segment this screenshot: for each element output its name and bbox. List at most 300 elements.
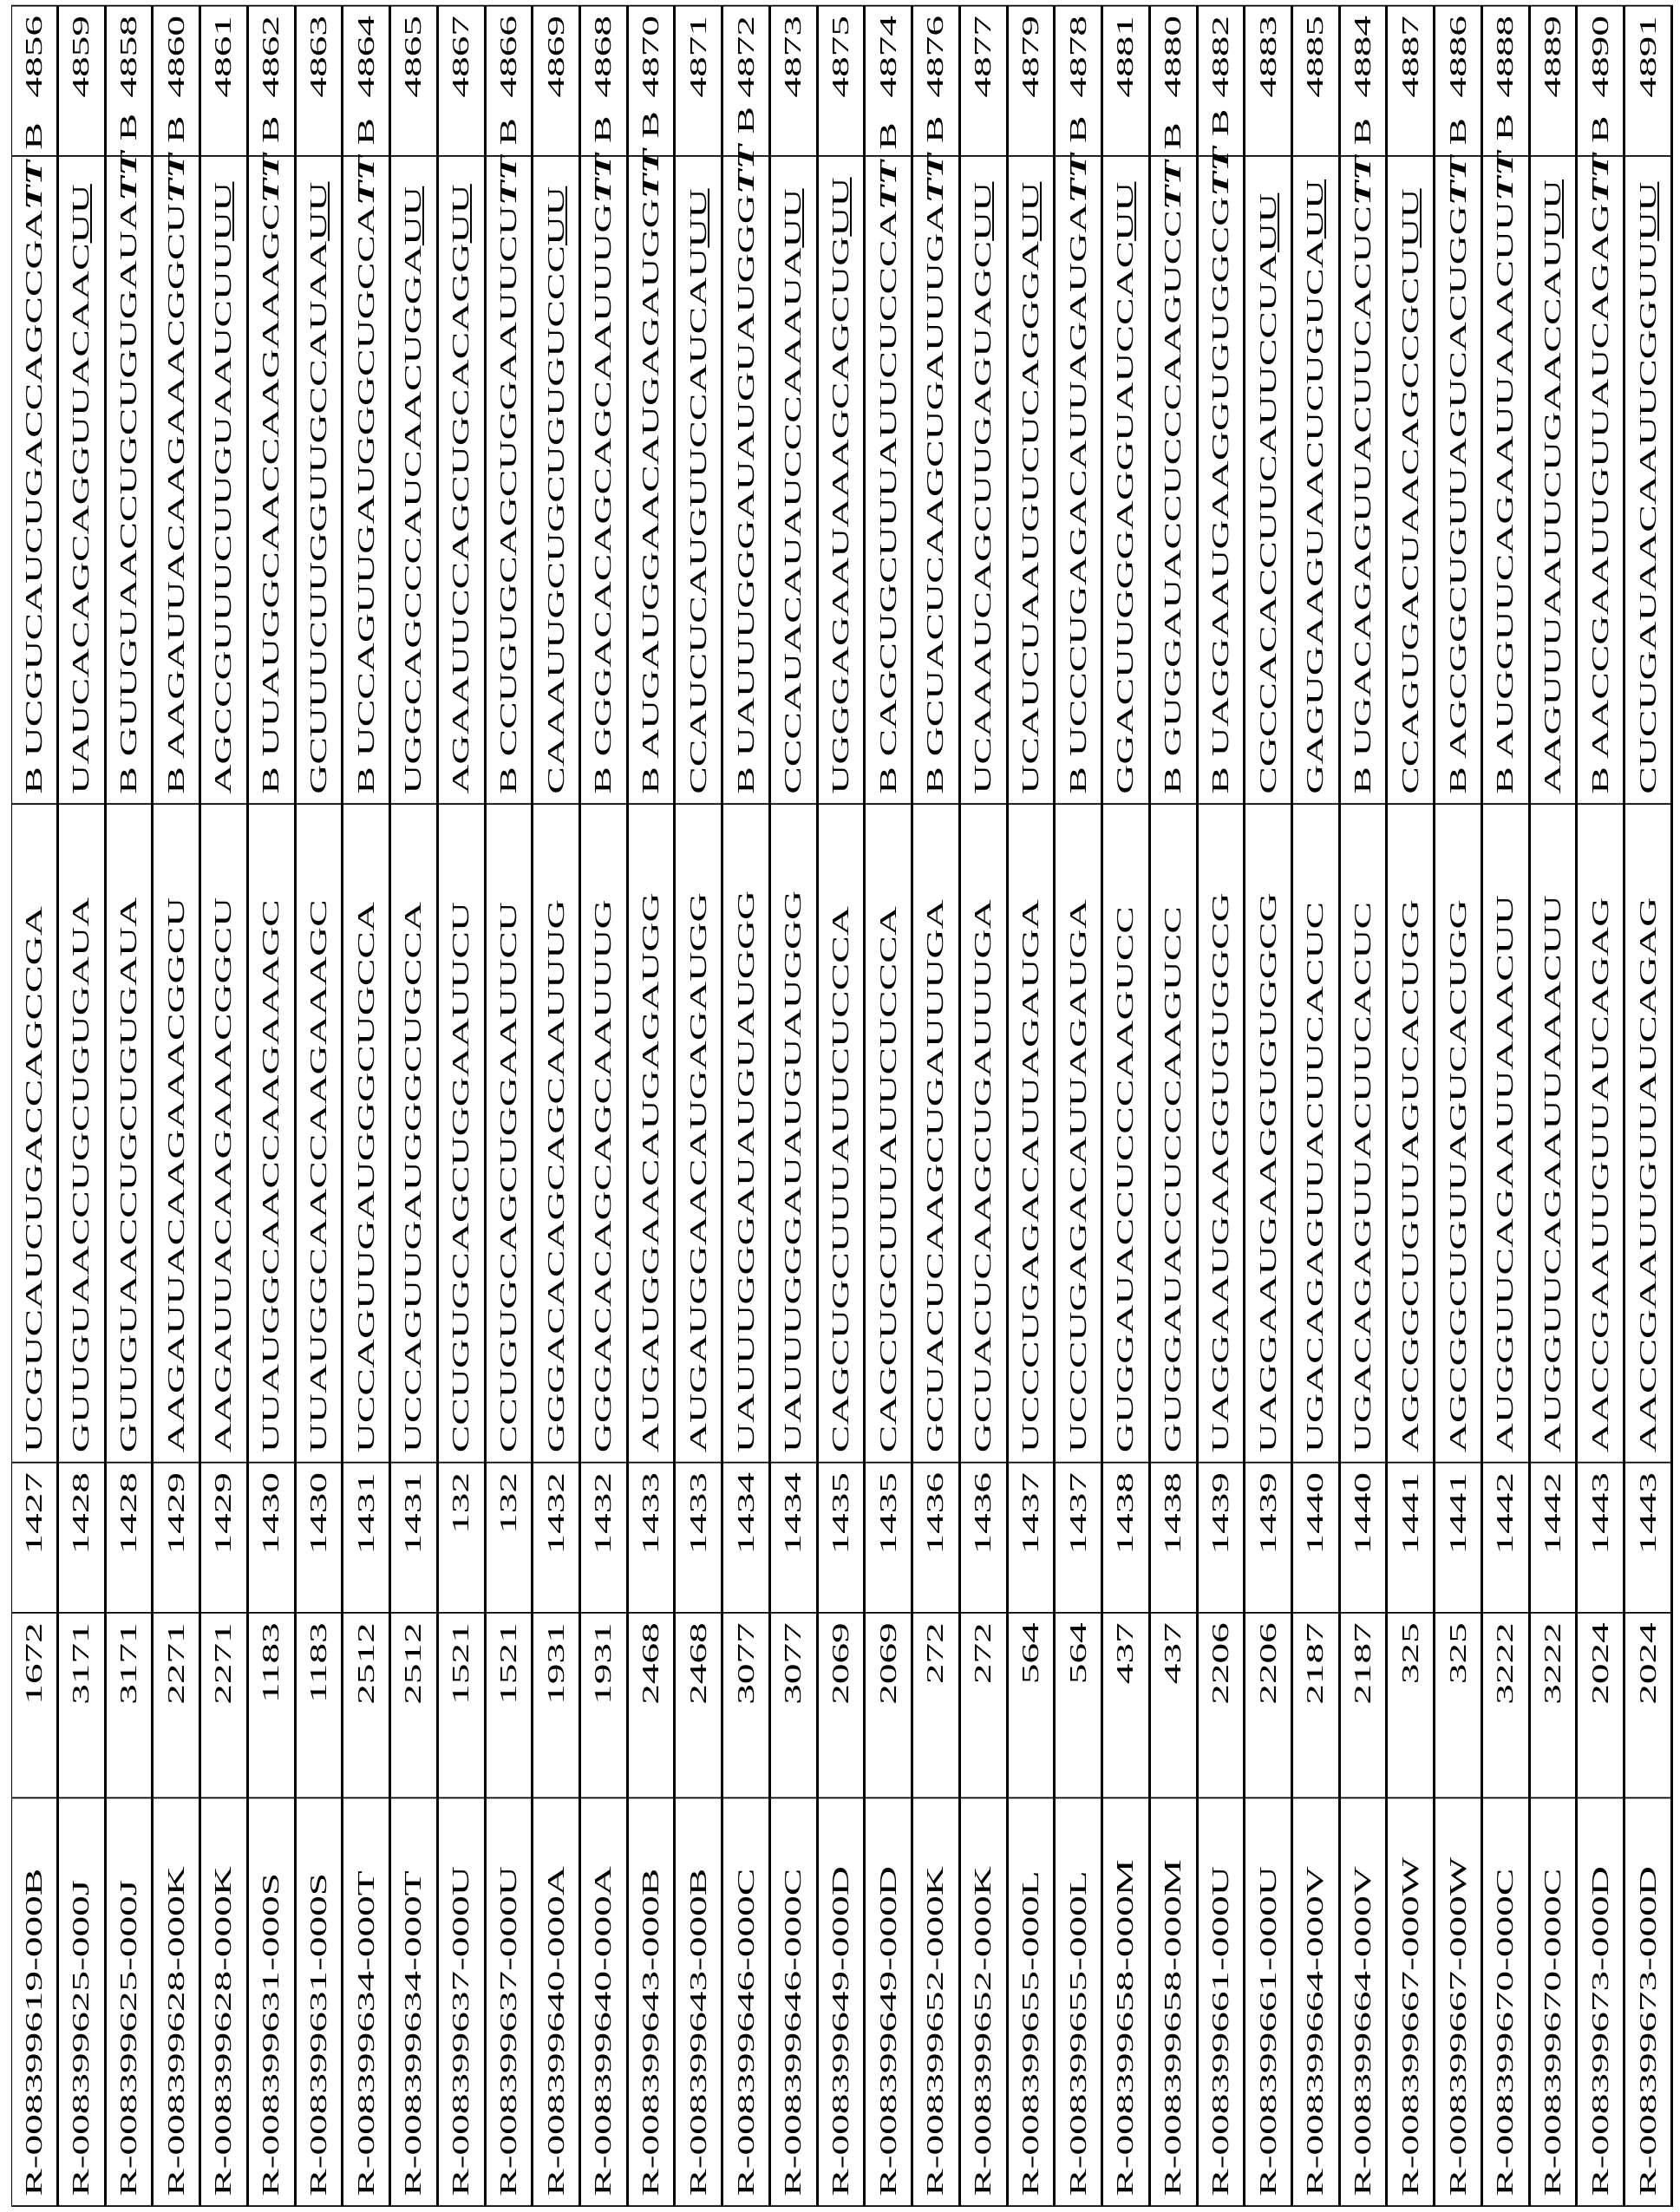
number-cell: 1435 [817, 1463, 865, 1613]
position-cell: 2069 [865, 1613, 912, 1798]
table-row [343, 6, 390, 2207]
strand-sequence-main: AAGUUUAAUUCUGAACCAU [1539, 238, 1566, 794]
position-cell: 437 [1149, 1613, 1197, 1798]
number-cell: 1438 [1102, 1463, 1150, 1613]
number-cell: 1429 [200, 1463, 248, 1613]
position-cell: 3222 [1481, 1613, 1529, 1798]
strand-overhang-tt: TT [1350, 155, 1376, 206]
seq-id-cell: 4873 [769, 6, 817, 156]
number-cell: 1439 [1197, 1463, 1245, 1613]
strand-overhang-uu: UU [1112, 182, 1138, 241]
strand-end-cap: B [1065, 115, 1091, 153]
number-cell: 1437 [1007, 1463, 1055, 1613]
strand-sequence-main: B UGACAGAGUUACUUCACUC [1350, 206, 1376, 794]
compound-id-cell: R-008399652-000K [912, 1798, 960, 2206]
strand-end-cap: B [353, 118, 379, 155]
target-sequence-cell: UAUUUGGGAUAUGUAUGGG [769, 804, 817, 1463]
table-row [485, 6, 533, 2207]
table-row [579, 6, 627, 2207]
table-row [769, 6, 817, 2207]
strand-sequence-main: B AUGAUGGAACAUGAGAUGG [637, 199, 664, 793]
number-cell: 1437 [1055, 1463, 1102, 1613]
compound-id-cell: R-008399673-000D [1624, 1798, 1672, 2206]
strand-overhang-tt: TT [1065, 153, 1091, 204]
seq-id-cell: 4864 [343, 6, 390, 156]
compound-id-cell: R-008399637-000U [485, 1798, 533, 2206]
strand-end-cap: B [733, 107, 759, 144]
compound-id-cell: R-008399643-000B [675, 1798, 722, 2206]
position-cell: 2512 [343, 1613, 390, 1798]
compound-id-cell: R-008399628-000K [153, 1798, 200, 2206]
position-cell: 2512 [390, 1613, 438, 1798]
strand-end-cap: B [163, 115, 189, 153]
strand-sequence-cell [485, 156, 533, 804]
table-row [1577, 6, 1624, 2207]
target-sequence-cell: AUGAUGGAACAUGAGAUGG [627, 804, 675, 1463]
target-sequence-cell: UCCAGUUGAUGGGCUGCCA [343, 804, 390, 1463]
number-cell: 1440 [1339, 1463, 1387, 1613]
compound-id-cell: R-008399634-000T [343, 1798, 390, 2206]
seq-id-cell: 4867 [437, 6, 485, 156]
compound-id-cell: R-008399628-000K [200, 1798, 248, 2206]
strand-sequence-cell [390, 156, 438, 804]
table-row [247, 6, 295, 2207]
target-sequence-cell: UCCAGUUGAUGGGCUGCCA [390, 804, 438, 1463]
rotated-table-page [11, 7, 1673, 2208]
compound-id-cell: R-008399658-000M [1102, 1798, 1150, 2206]
strand-overhang-tt: TT [1445, 155, 1471, 206]
strand-overhang-tt: TT [21, 160, 47, 211]
strand-end-cap: B [115, 114, 141, 151]
target-sequence-cell: GGGACACAGCAGCAAUUUG [579, 804, 627, 1463]
strand-overhang-tt: TT [1207, 147, 1233, 197]
table-row [105, 6, 153, 2207]
strand-end-cap: B [1445, 118, 1471, 155]
seq-id-cell: 4863 [295, 6, 343, 156]
compound-id-cell: R-008399646-000C [769, 1798, 817, 2206]
table-row [1387, 6, 1435, 2207]
strand-overhang-tt: TT [1160, 160, 1186, 211]
strand-sequence-cell [1055, 156, 1102, 804]
compound-id-cell: R-008399664-000V [1292, 1798, 1340, 2206]
strand-sequence-cell [769, 156, 817, 804]
strand-sequence-main: CCAUCUCAUGUUCCAUCAU [685, 248, 711, 794]
strand-sequence-cell [627, 156, 675, 804]
position-cell: 2024 [1624, 1613, 1672, 1798]
number-cell: 1433 [675, 1463, 722, 1613]
seq-id-cell: 4875 [817, 6, 865, 156]
table-row [1435, 6, 1482, 2207]
compound-id-cell: R-008399673-000D [1577, 1798, 1624, 2206]
strand-end-cap: B [495, 118, 521, 155]
number-cell: 1443 [1624, 1463, 1672, 1613]
seq-id-cell: 4872 [722, 6, 770, 156]
number-cell: 1438 [1149, 1463, 1197, 1613]
compound-id-cell: R-008399640-000A [533, 1798, 580, 2206]
compound-id-cell: R-008399661-000U [1245, 1798, 1292, 2206]
target-sequence-cell: UCGUCAUCUGACCAGCCGA [12, 804, 58, 1463]
target-sequence-cell: AUGGUUCAGAAUUAAACUU [1481, 804, 1529, 1463]
compound-id-cell: R-008399670-000C [1481, 1798, 1529, 2206]
strand-sequence-main: UAUCACAGCAGGUUACAAC [68, 243, 94, 793]
strand-sequence-cell [437, 156, 485, 804]
seq-id-cell: 4888 [1481, 6, 1529, 156]
strand-sequence-main: B AUGGUUCAGAAUUAAACUU [1492, 201, 1518, 794]
compound-id-cell: R-008399634-000T [390, 1798, 438, 2206]
seq-id-cell: 4884 [1339, 6, 1387, 156]
seq-id-cell: 4865 [390, 6, 438, 156]
strand-sequence-main: UCAUCUAAUGUCUCAGGGA [1017, 241, 1043, 794]
position-cell: 272 [959, 1613, 1007, 1798]
number-cell: 1432 [579, 1463, 627, 1613]
strand-sequence-cell [1245, 156, 1292, 804]
strand-sequence-main: AGAAUUCCAGCUGCACAGG [448, 243, 474, 793]
strand-sequence-main: UGGGAGAAUAAAGCAGCUG [827, 237, 853, 794]
strand-overhang-uu: UU [1255, 193, 1281, 252]
number-cell: 1443 [1577, 1463, 1624, 1613]
strand-overhang-tt: TT [637, 149, 664, 199]
number-cell: 132 [437, 1463, 485, 1613]
strand-sequence-cell [1149, 156, 1197, 804]
strand-overhang-tt: TT [1492, 151, 1518, 201]
number-cell: 1434 [769, 1463, 817, 1613]
seq-id-cell: 4890 [1577, 6, 1624, 156]
sequence-table [11, 5, 1673, 2207]
position-cell: 2468 [675, 1613, 722, 1798]
table-row [1529, 6, 1577, 2207]
strand-end-cap: B [1492, 114, 1518, 151]
strand-sequence-main: CAAAUUGCUGCUGUGUCCC [543, 245, 569, 794]
position-cell: 3222 [1529, 1613, 1577, 1798]
seq-id-cell: 4879 [1007, 6, 1055, 156]
number-cell: 1434 [722, 1463, 770, 1613]
table-row [865, 6, 912, 2207]
target-sequence-cell: CCUGUGCAGCUGGAAUUCU [485, 804, 533, 1463]
table-row [533, 6, 580, 2207]
number-cell: 1442 [1529, 1463, 1577, 1613]
table-row [295, 6, 343, 2207]
table-row [912, 6, 960, 2207]
table-row [722, 6, 770, 2207]
position-cell: 1183 [295, 1613, 343, 1798]
target-sequence-cell: AGCGGCUGUUAGUCACUGG [1435, 804, 1482, 1463]
position-cell: 1183 [247, 1613, 295, 1798]
compound-id-cell: R-008399670-000C [1529, 1798, 1577, 2206]
target-sequence-cell: AACCGAAUUGUUAUCAGAG [1577, 804, 1624, 1463]
position-cell: 325 [1435, 1613, 1482, 1798]
strand-sequence-main: AGCCGUUUCUUGUAAUCUU [210, 241, 236, 794]
compound-id-cell: R-008399643-000B [627, 1798, 675, 2206]
number-cell: 1435 [865, 1463, 912, 1613]
number-cell: 1441 [1387, 1463, 1435, 1613]
seq-id-cell: 4877 [959, 6, 1007, 156]
strand-sequence-main: B UCCCUGAGACAUUAGAUGA [1065, 204, 1091, 794]
strand-sequence-main: B UAGGAAUGAAGGUGUGGCG [1207, 197, 1233, 794]
strand-sequence-cell [1387, 156, 1435, 804]
strand-end-cap: B [1350, 118, 1376, 155]
strand-sequence-main: CCCAUACAUAUCCCAAAUA [780, 248, 806, 794]
table-row [57, 6, 105, 2207]
strand-overhang-tt: TT [733, 144, 759, 194]
strand-sequence-main: GCUUUCUUGGUUGCCAUAA [305, 241, 331, 794]
strand-sequence-main: B GUGGAUACCUCCCAAGUCC [1160, 210, 1186, 793]
table-row [627, 6, 675, 2207]
seq-id-cell: 4870 [627, 6, 675, 156]
compound-id-cell: R-008399652-000K [959, 1798, 1007, 2206]
strand-sequence-cell [912, 156, 960, 804]
strand-overhang-uu: UU [448, 184, 474, 243]
target-sequence-cell: GUGGAUACCUCCCAAGUCC [1149, 804, 1197, 1463]
number-cell: 1440 [1292, 1463, 1340, 1613]
compound-id-cell: R-008399646-000C [722, 1798, 770, 2206]
strand-end-cap: B [875, 122, 901, 160]
strand-sequence-cell [1624, 156, 1672, 804]
seq-id-cell: 4869 [533, 6, 580, 156]
position-cell: 3077 [722, 1613, 770, 1798]
sequence-table-body [12, 6, 1672, 2207]
compound-id-cell: R-008399667-000W [1435, 1798, 1482, 2206]
table-row [1055, 6, 1102, 2207]
strand-sequence-cell [675, 156, 722, 804]
strand-overhang-uu: UU [68, 184, 94, 243]
compound-id-cell: R-008399649-000D [865, 1798, 912, 2206]
position-cell: 2206 [1245, 1613, 1292, 1798]
strand-overhang-uu: UU [1397, 188, 1423, 247]
strand-overhang-tt: TT [258, 153, 284, 204]
strand-sequence-cell [579, 156, 627, 804]
number-cell: 1428 [105, 1463, 153, 1613]
position-cell: 437 [1102, 1613, 1150, 1798]
target-sequence-cell: UAUUUGGGAUAUGUAUGGG [722, 804, 770, 1463]
target-sequence-cell: GUUGUAACCUGCUGUGAUA [105, 804, 153, 1463]
strand-overhang-uu: UU [685, 188, 711, 247]
compound-id-cell: R-008399625-000J [105, 1798, 153, 2206]
number-cell: 1433 [627, 1463, 675, 1613]
table-row [817, 6, 865, 2207]
table-row [12, 6, 58, 2207]
strand-overhang-tt: TT [875, 160, 901, 211]
strand-sequence-cell [1529, 156, 1577, 804]
seq-id-cell: 4886 [1435, 6, 1482, 156]
target-sequence-cell: GUGGAUACCUCCCAAGUCC [1102, 804, 1150, 1463]
target-sequence-cell: GGGACACAGCAGCAAUUUG [533, 804, 580, 1463]
strand-sequence-cell [959, 156, 1007, 804]
strand-sequence-main: B GCUACUCAAGCUGAUUUGA [922, 204, 948, 794]
strand-sequence-main: B AACCGAAUUGUUAUCAGAG [1587, 204, 1613, 794]
strand-sequence-main: GGACUUGGGAGGUAUCCAC [1112, 241, 1138, 794]
strand-sequence-cell [343, 156, 390, 804]
strand-sequence-cell [57, 156, 105, 804]
target-sequence-cell: UUAUGGCAACCAAGAAAGC [295, 804, 343, 1463]
strand-sequence-main: B CCUGUGCAGCUGGAAUUCU [495, 206, 521, 794]
seq-id-cell: 4858 [105, 6, 153, 156]
strand-sequence-main: CGCCACACCUUCAUUCCUA [1255, 252, 1281, 794]
table-row [1102, 6, 1150, 2207]
target-sequence-cell: AACCGAAUUGUUAUCAGAG [1624, 804, 1672, 1463]
position-cell: 2069 [817, 1613, 865, 1798]
strand-end-cap: B [1587, 115, 1613, 153]
number-cell: 1429 [153, 1463, 200, 1613]
table-row [1624, 6, 1672, 2207]
table-row [200, 6, 248, 2207]
position-cell: 3077 [769, 1613, 817, 1798]
seq-id-cell: 4856 [12, 6, 58, 156]
number-cell: 1428 [57, 1463, 105, 1613]
strand-sequence-cell [865, 156, 912, 804]
number-cell: 1431 [390, 1463, 438, 1613]
strand-overhang-uu: UU [1017, 182, 1043, 241]
strand-sequence-main: B AGCGGCUGUUAGUCACUGG [1445, 206, 1471, 794]
table-row [153, 6, 200, 2207]
number-cell: 1427 [12, 1463, 58, 1613]
target-sequence-cell: UAGGAAUGAAGGUGUGGCG [1197, 804, 1245, 1463]
strand-end-cap: B [590, 115, 616, 153]
table-row [1339, 6, 1387, 2207]
position-cell: 2206 [1197, 1613, 1245, 1798]
seq-id-cell: 4878 [1055, 6, 1102, 156]
strand-sequence-main: B CAGCUGCUUUAUUCUCCCA [875, 210, 901, 793]
strand-overhang-uu: UU [827, 177, 853, 236]
position-cell: 325 [1387, 1613, 1435, 1798]
number-cell: 1436 [959, 1463, 1007, 1613]
compound-id-cell: R-008399664-000V [1339, 1798, 1387, 2206]
seq-id-cell: 4876 [912, 6, 960, 156]
strand-sequence-cell [1577, 156, 1624, 804]
table-row [1292, 6, 1340, 2207]
seq-id-cell: 4860 [153, 6, 200, 156]
compound-id-cell: R-008399625-000J [57, 1798, 105, 2206]
number-cell: 1430 [295, 1463, 343, 1613]
position-cell: 3171 [105, 1613, 153, 1798]
position-cell: 2271 [200, 1613, 248, 1798]
strand-overhang-tt: TT [590, 153, 616, 204]
strand-sequence-cell [247, 156, 295, 804]
strand-sequence-cell [1435, 156, 1482, 804]
seq-id-cell: 4859 [57, 6, 105, 156]
strand-overhang-uu: UU [1635, 182, 1661, 241]
strand-overhang-uu: UU [305, 182, 331, 241]
seq-id-cell: 4891 [1624, 6, 1672, 156]
compound-id-cell: R-008399637-000U [437, 1798, 485, 2206]
seq-id-cell: 4868 [579, 6, 627, 156]
strand-overhang-uu: UU [970, 182, 996, 241]
compound-id-cell: R-008399655-000L [1007, 1798, 1055, 2206]
table-row [675, 6, 722, 2207]
compound-id-cell: R-008399667-000W [1387, 1798, 1435, 2206]
seq-id-cell: 4887 [1387, 6, 1435, 156]
position-cell: 2468 [627, 1613, 675, 1798]
seq-id-cell: 4874 [865, 6, 912, 156]
number-cell: 1430 [247, 1463, 295, 1613]
table-row [1245, 6, 1292, 2207]
target-sequence-cell: GCUACUCAAGCUGAUUUGA [959, 804, 1007, 1463]
strand-sequence-main: GAGUGAAGUAACUCUGUCA [1302, 238, 1328, 794]
table-row [1149, 6, 1197, 2207]
seq-id-cell: 4880 [1149, 6, 1197, 156]
strand-sequence-cell [1339, 156, 1387, 804]
seq-id-cell: 4862 [247, 6, 295, 156]
strand-overhang-tt: TT [922, 153, 948, 204]
position-cell: 1931 [579, 1613, 627, 1798]
number-cell: 1431 [343, 1463, 390, 1613]
strand-overhang-tt: TT [1587, 153, 1613, 204]
strand-end-cap: B [922, 115, 948, 153]
strand-sequence-main: B GUUGUAACCUGCUGUGAUA [115, 201, 141, 794]
target-sequence-cell: UGACAGAGUUACUUCACUC [1292, 804, 1340, 1463]
target-sequence-cell: AUGAUGGAACAUGAGAUGG [675, 804, 722, 1463]
strand-sequence-main: B UCCAGUUGAUGGGCUGCCA [353, 206, 379, 794]
strand-sequence-main: CUCUGAUAACAAUUCGGUU [1635, 241, 1661, 794]
compound-id-cell: R-008399661-000U [1197, 1798, 1245, 2206]
strand-sequence-cell [533, 156, 580, 804]
strand-sequence-main: B GGGACACAGCAGCAAUUUG [590, 204, 616, 794]
table-row [437, 6, 485, 2207]
strand-overhang-uu: UU [400, 186, 426, 245]
strand-sequence-cell [1197, 156, 1245, 804]
number-cell: 1439 [1245, 1463, 1292, 1613]
strand-overhang-tt: TT [163, 153, 189, 204]
target-sequence-cell: UCCCUGAGACAUUAGAUGA [1055, 804, 1102, 1463]
strand-sequence-cell [722, 156, 770, 804]
seq-id-cell: 4861 [200, 6, 248, 156]
strand-sequence-main: CCAGUGACUAACAGCCGCU [1397, 248, 1423, 794]
strand-sequence-main: B UCGUCAUCUGACCAGCCGA [21, 210, 47, 793]
position-cell: 3171 [57, 1613, 105, 1798]
compound-id-cell: R-008399649-000D [817, 1798, 865, 2206]
strand-end-cap: B [1207, 109, 1233, 147]
strand-overhang-uu: UU [210, 182, 236, 241]
position-cell: 2187 [1292, 1613, 1340, 1798]
seq-id-cell: 4881 [1102, 6, 1150, 156]
seq-id-cell: 4885 [1292, 6, 1340, 156]
target-sequence-cell: AUGGUUCAGAAUUAAACUU [1529, 804, 1577, 1463]
compound-id-cell: R-008399631-000S [295, 1798, 343, 2206]
strand-sequence-cell [105, 156, 153, 804]
target-sequence-cell: UUAUGGCAACCAAGAAAGC [247, 804, 295, 1463]
strand-overhang-tt: TT [495, 155, 521, 206]
table-row [959, 6, 1007, 2207]
strand-sequence-cell [817, 156, 865, 804]
seq-id-cell: 4871 [675, 6, 722, 156]
number-cell: 1436 [912, 1463, 960, 1613]
target-sequence-cell: AAGAUUACAAGAAACGGCU [153, 804, 200, 1463]
strand-sequence-cell [153, 156, 200, 804]
target-sequence-cell: UAGGAAUGAAGGUGUGGCG [1245, 804, 1292, 1463]
target-sequence-cell: UGACAGAGUUACUUCACUC [1339, 804, 1387, 1463]
strand-sequence-cell [1481, 156, 1529, 804]
compound-id-cell: R-008399640-000A [579, 1798, 627, 2206]
seq-id-cell: 4882 [1197, 6, 1245, 156]
strand-sequence-main: B UUAUGGCAACCAAGAAAGC [258, 204, 284, 794]
strand-overhang-uu: UU [1539, 179, 1566, 238]
position-cell: 564 [1007, 1613, 1055, 1798]
position-cell: 1521 [485, 1613, 533, 1798]
strand-sequence-main: B UAUUUGGGAUAUGUAUGGG [733, 194, 759, 794]
strand-sequence-main: B AAGAUUACAAGAAACGGCU [163, 204, 189, 794]
table-row [1481, 6, 1529, 2207]
target-sequence-cell: CAGCUGCUUUAUUCUCCCA [817, 804, 865, 1463]
compound-id-cell: R-008399631-000S [247, 1798, 295, 2206]
strand-sequence-cell [295, 156, 343, 804]
seq-id-cell: 4889 [1529, 6, 1577, 156]
strand-overhang-tt: TT [353, 155, 379, 206]
target-sequence-cell: AGCGGCUGUUAGUCACUGG [1387, 804, 1435, 1463]
strand-sequence-cell [200, 156, 248, 804]
position-cell: 1521 [437, 1613, 485, 1798]
strand-overhang-uu: UU [1302, 179, 1328, 238]
strand-end-cap: B [21, 122, 47, 160]
strand-sequence-cell [1292, 156, 1340, 804]
